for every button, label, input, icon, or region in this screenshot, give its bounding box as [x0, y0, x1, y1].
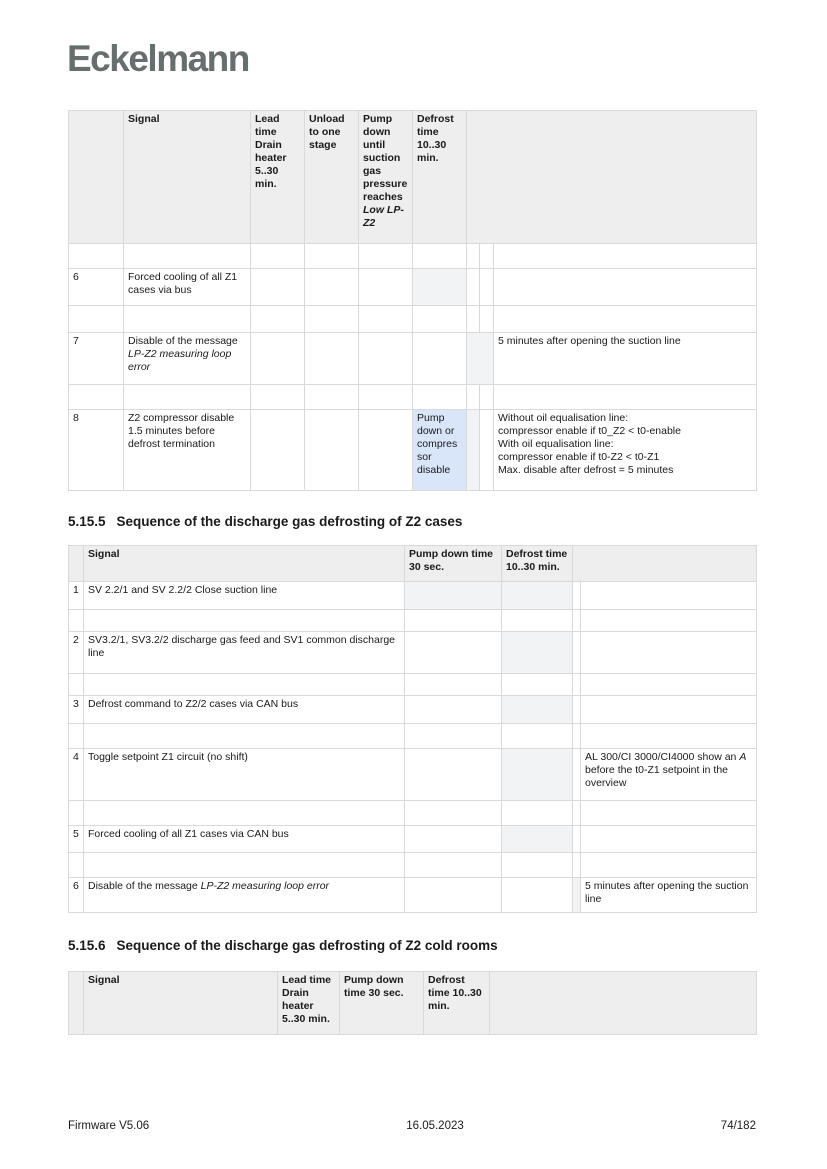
table-cell: [69, 385, 124, 410]
table-cell: [84, 878, 405, 913]
table-cell: [573, 826, 581, 853]
table-header-row: [69, 546, 757, 582]
table-cell: [502, 696, 573, 724]
company-logo: Eckelmann: [67, 38, 249, 79]
footer-firmware-version: Firmware V5.06: [68, 1120, 150, 1132]
section-heading-5-15-5: [68, 513, 462, 531]
table-cell: [405, 674, 502, 696]
table-header-cell: Lead time Drain heater 5..30 min.: [278, 972, 340, 1035]
table-cell: 3: [69, 696, 84, 724]
table-spacer-row: [69, 724, 757, 749]
table-cell: 4: [69, 749, 84, 801]
table-cell: 8: [69, 410, 124, 491]
table-cell: [305, 410, 359, 491]
table-cell: [573, 696, 581, 724]
footer-page-number: 74/182: [720, 1120, 756, 1132]
table-header-cell: [573, 546, 757, 582]
z2-cases-defrost-sequence-table: [68, 545, 757, 913]
table-cell: [69, 674, 84, 696]
text-line: With oil equalisation line:: [498, 438, 614, 450]
table-cell: [502, 801, 573, 826]
table-cell: [359, 333, 413, 385]
table-cell: [69, 853, 84, 878]
table-header-cell: Lead time Drain heater 5..30 min.: [251, 111, 305, 244]
table-cell: SV3.2/1, SV3.2/2 discharge gas feed and SV1 common discharge line: [84, 632, 405, 674]
section-title: Sequence of the discharge gas defrosting of Z2 cases: [116, 514, 463, 529]
table-row: [69, 333, 757, 385]
emphasized-text: LP-Z2 measuring loop error: [200, 880, 330, 892]
table-row: [69, 269, 757, 306]
table-header-cell: [69, 111, 124, 244]
section-heading-5-15-6: [68, 937, 498, 955]
table-spacer-row: [69, 853, 757, 878]
table-cell: [502, 582, 573, 610]
table-cell: [84, 610, 405, 632]
table-cell: [413, 306, 467, 333]
table-row: [69, 410, 757, 491]
table-cell: [480, 244, 494, 269]
table-cell: [573, 853, 581, 878]
table-cell: 7: [69, 333, 124, 385]
table-cell: [405, 749, 502, 801]
table-cell: [405, 632, 502, 674]
table-header-row: [69, 111, 757, 244]
table-cell: 5 minutes after opening the suction line: [581, 878, 757, 913]
table-cell: [480, 306, 494, 333]
table-cell: [494, 410, 757, 491]
table-cell: Toggle setpoint Z1 circuit (no shift): [84, 749, 405, 801]
table-header-cell: [490, 972, 757, 1035]
table-cell: [467, 410, 480, 491]
table-spacer-row: [69, 244, 757, 269]
table-spacer-row: [69, 674, 757, 696]
table-cell: [573, 610, 581, 632]
table-spacer-row: [69, 801, 757, 826]
table-header-cell: Pump down time 30 sec.: [405, 546, 502, 582]
footer-date: 16.05.2023: [406, 1120, 464, 1132]
text-line: Max. disable after defrost = 5 minutes: [498, 464, 674, 476]
table-cell: [305, 333, 359, 385]
table-cell: [502, 826, 573, 853]
table-cell: 1: [69, 582, 84, 610]
table-cell: Forced cooling of all Z1 cases via CAN bus: [84, 826, 405, 853]
table-cell: [494, 306, 757, 333]
table-cell: [502, 749, 573, 801]
table-cell: [480, 385, 494, 410]
table-cell: [502, 610, 573, 632]
table-row: [69, 749, 757, 801]
table-cell: [405, 724, 502, 749]
z2-cold-rooms-defrost-sequence-table: [68, 971, 757, 1035]
emphasized-text: A: [739, 751, 747, 763]
table-header-cell: Pump down time 30 sec.: [340, 972, 424, 1035]
table-cell: [251, 306, 305, 333]
table-cell: [573, 674, 581, 696]
table-cell: [502, 632, 573, 674]
section-title: Sequence of the discharge gas defrosting of Z2 cold rooms: [116, 938, 498, 953]
table-cell: [573, 582, 581, 610]
table-cell: [251, 385, 305, 410]
table-spacer-row: [69, 306, 757, 333]
table-cell: [573, 801, 581, 826]
table-cell: 5 minutes after opening the suction line: [494, 333, 757, 385]
table-cell: [359, 269, 413, 306]
table-header-cell: Signal: [84, 972, 278, 1035]
text: Disable of the message: [88, 880, 201, 892]
text: before the t0-Z1 setpoint in the overview: [585, 764, 729, 789]
table-cell: [405, 610, 502, 632]
table-cell: [413, 244, 467, 269]
table-header-cell: [467, 111, 757, 244]
table-cell: [305, 306, 359, 333]
table-cell: Forced cooling of all Z1 cases via bus: [124, 269, 251, 306]
table-cell: [124, 306, 251, 333]
table-cell: [480, 269, 494, 306]
table-cell: [405, 582, 502, 610]
table-cell: [581, 674, 757, 696]
table-header-cell: Signal: [124, 111, 251, 244]
emphasized-text: LP-Z2 measuring loop error: [128, 348, 232, 373]
table-cell: [251, 269, 305, 306]
table-cell: [494, 385, 757, 410]
table-spacer-row: [69, 610, 757, 632]
table-row: [69, 878, 757, 913]
table-cell: [413, 269, 467, 306]
table-cell: [581, 610, 757, 632]
table-cell: [251, 244, 305, 269]
table-cell: Defrost command to Z2/2 cases via CAN bus: [84, 696, 405, 724]
table-cell: [581, 724, 757, 749]
table-cell: 5: [69, 826, 84, 853]
table-header-cell: [69, 972, 84, 1035]
table-cell: [502, 878, 573, 913]
table-cell: [251, 333, 305, 385]
section-number: 5.15.6: [68, 938, 106, 953]
table-cell: [573, 632, 581, 674]
table-cell: [69, 801, 84, 826]
table-cell: [494, 244, 757, 269]
table-cell: [502, 853, 573, 878]
table-cell: [84, 801, 405, 826]
emphasized-text: Low LP-Z2: [363, 204, 404, 229]
text: Pump down until suction gas pressure reaches: [363, 113, 408, 203]
table-row: [69, 632, 757, 674]
table-cell: [405, 801, 502, 826]
table-cell: [84, 853, 405, 878]
table-cell: [581, 826, 757, 853]
table-cell: [502, 724, 573, 749]
table-cell: [573, 749, 581, 801]
table-cell: [305, 244, 359, 269]
table-cell: [467, 269, 480, 306]
table-cell: [405, 853, 502, 878]
table-cell: [69, 244, 124, 269]
section-number: 5.15.5: [68, 514, 106, 529]
table-cell: [581, 696, 757, 724]
table-header-cell: Signal: [84, 546, 405, 582]
table-cell: SV 2.2/1 and SV 2.2/2 Close suction line: [84, 582, 405, 610]
table-header-cell: Defrost time 10..30 min.: [413, 111, 467, 244]
table-cell: [480, 410, 494, 491]
defrost-sequence-continuation-table: [68, 110, 757, 491]
text: Disable of the message: [128, 335, 238, 347]
table-cell: [581, 853, 757, 878]
table-cell: [84, 674, 405, 696]
table-header-cell: [359, 111, 413, 244]
table-cell: [359, 385, 413, 410]
table-cell: [84, 724, 405, 749]
table-cell: 2: [69, 632, 84, 674]
table-cell: 6: [69, 878, 84, 913]
table-cell: [124, 333, 251, 385]
text-line: compressor enable if t0-Z2 < t0-Z1: [498, 451, 660, 463]
table-cell: [359, 306, 413, 333]
table-cell: [405, 826, 502, 853]
table-cell: [581, 632, 757, 674]
table-cell: [405, 878, 502, 913]
table-cell: [413, 333, 467, 385]
page-footer: [68, 1119, 756, 1133]
table-cell: [69, 724, 84, 749]
table-cell: 6: [69, 269, 124, 306]
table-cell: [359, 410, 413, 491]
table-cell: [69, 610, 84, 632]
table-header-row: [69, 972, 757, 1035]
table-cell: [581, 749, 757, 801]
table-cell: [573, 724, 581, 749]
table-cell: [467, 244, 480, 269]
table-header-cell: Defrost time 10..30 min.: [424, 972, 490, 1035]
table-row: [69, 696, 757, 724]
text: AL 300/CI 3000/CI4000 show an: [585, 751, 740, 763]
table-cell: [251, 410, 305, 491]
table-cell: [405, 696, 502, 724]
table-header-cell: Unload to one stage: [305, 111, 359, 244]
table-cell: Pump down or compressor disable: [413, 410, 467, 491]
table-cell: [124, 385, 251, 410]
table-cell: [413, 385, 467, 410]
table-row: [69, 826, 757, 853]
table-cell: [502, 674, 573, 696]
table-cell: [124, 244, 251, 269]
table-cell: [494, 269, 757, 306]
table-header-cell: Defrost time 10..30 min.: [502, 546, 573, 582]
table-row: [69, 582, 757, 610]
table-cell: [305, 385, 359, 410]
table-header-cell: [69, 546, 84, 582]
table-cell: [573, 878, 581, 913]
table-cell: [305, 269, 359, 306]
table-cell: [467, 333, 494, 385]
table-cell: [467, 385, 480, 410]
table-cell: Z2 compressor disable 1.5 minutes before defrost termination: [124, 410, 251, 491]
table-cell: [467, 306, 480, 333]
text-line: Without oil equalisation line:: [498, 412, 629, 424]
table-cell: [581, 801, 757, 826]
table-cell: [69, 306, 124, 333]
text-line: compressor enable if t0_Z2 < t0-enable: [498, 425, 681, 437]
table-spacer-row: [69, 385, 757, 410]
table-cell: [359, 244, 413, 269]
table-cell: [581, 582, 757, 610]
